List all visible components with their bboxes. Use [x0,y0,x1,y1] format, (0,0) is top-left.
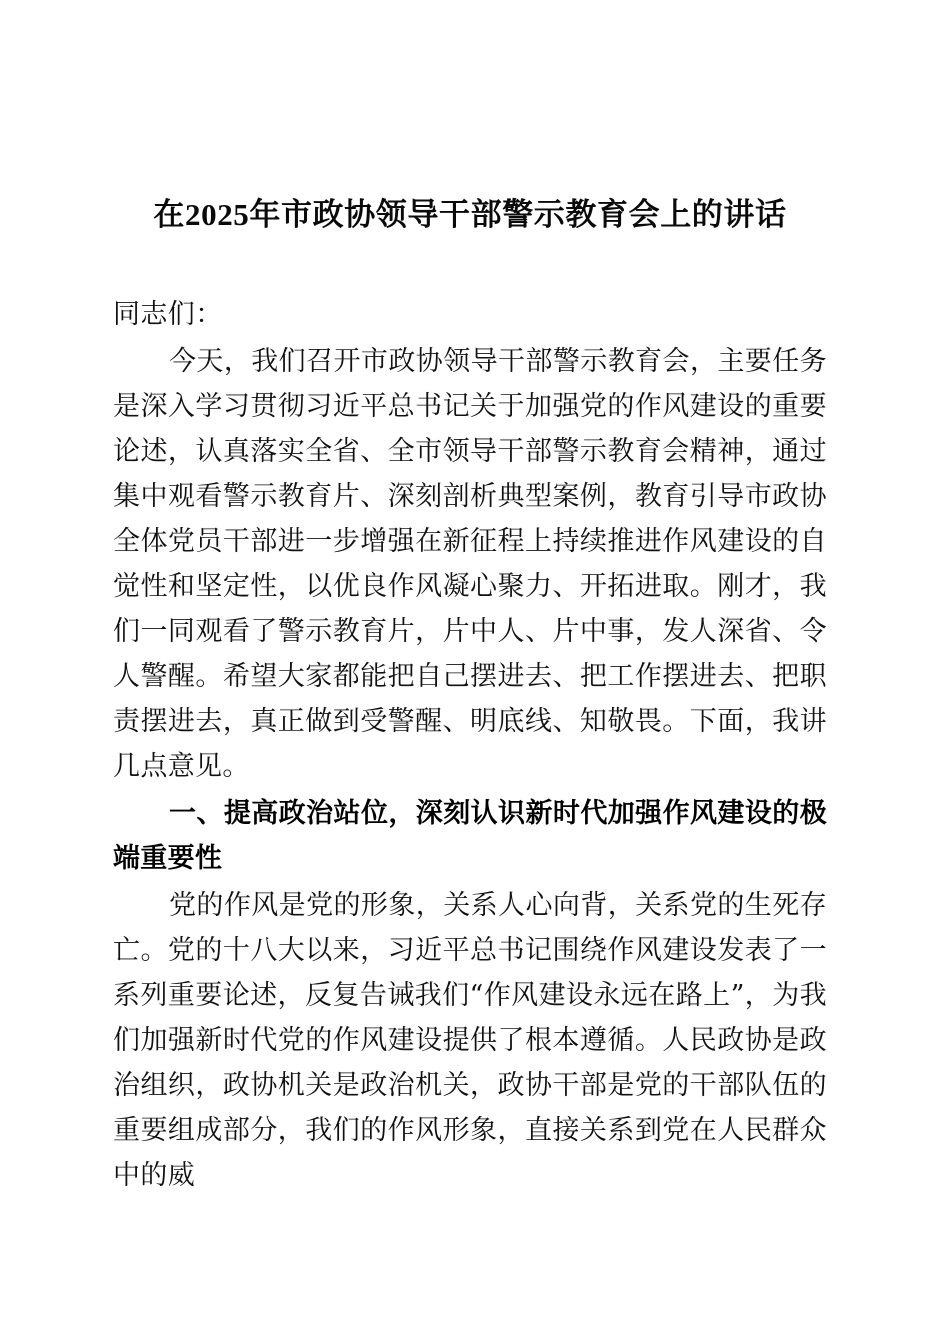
page-title: 在2025年市政协领导干部警示教育会上的讲话 [153,197,787,232]
document-text-column [113,0,827,1198]
opening-paragraph: 今天，我们召开市政协领导干部警示教育会，主要任务是深入学习贯彻习近平总书记关于加强党的作风建设的重要论述，认真落实全省、全市领导干部警示教育会精神，通过集中观看警示教育片、深刻剖析典型案例，教育引导市政协全体党员干部进一步增强在新征程上持续推进作风建设的自觉性和坚定性，以优良作风凝心聚力、开拓进取。刚才，我们一同观看了警示教育片，片中人、片中事，发人深省、令人警醒。希望大家都能把自己摆进去、把工作摆进去、把职责摆进去，真正做到受警醒、明底线、知敬畏。下面，我讲几点意见。 [113,346,827,782]
section-heading-one: 一、提高政治站位，深刻认识新时代加强作风建设的极端重要性 [113,798,827,874]
salutation-line: 同志们： [113,299,223,330]
section-one-paragraph: 党的作风是党的形象，关系人心向背，关系党的生死存亡。党的十八大以来，习近平总书记围绕作风建设发表了一系列重要论述，反复告诫我们“作风建设永远在路上”，为我们加强新时代党的作风建设提供了根本遵循。人民政协是政治组织，政协机关是政治机关，政协干部是党的干部队伍的重要组成部分，我们的作风形象，直接关系到党在人民群众中的威 [113,890,827,1191]
